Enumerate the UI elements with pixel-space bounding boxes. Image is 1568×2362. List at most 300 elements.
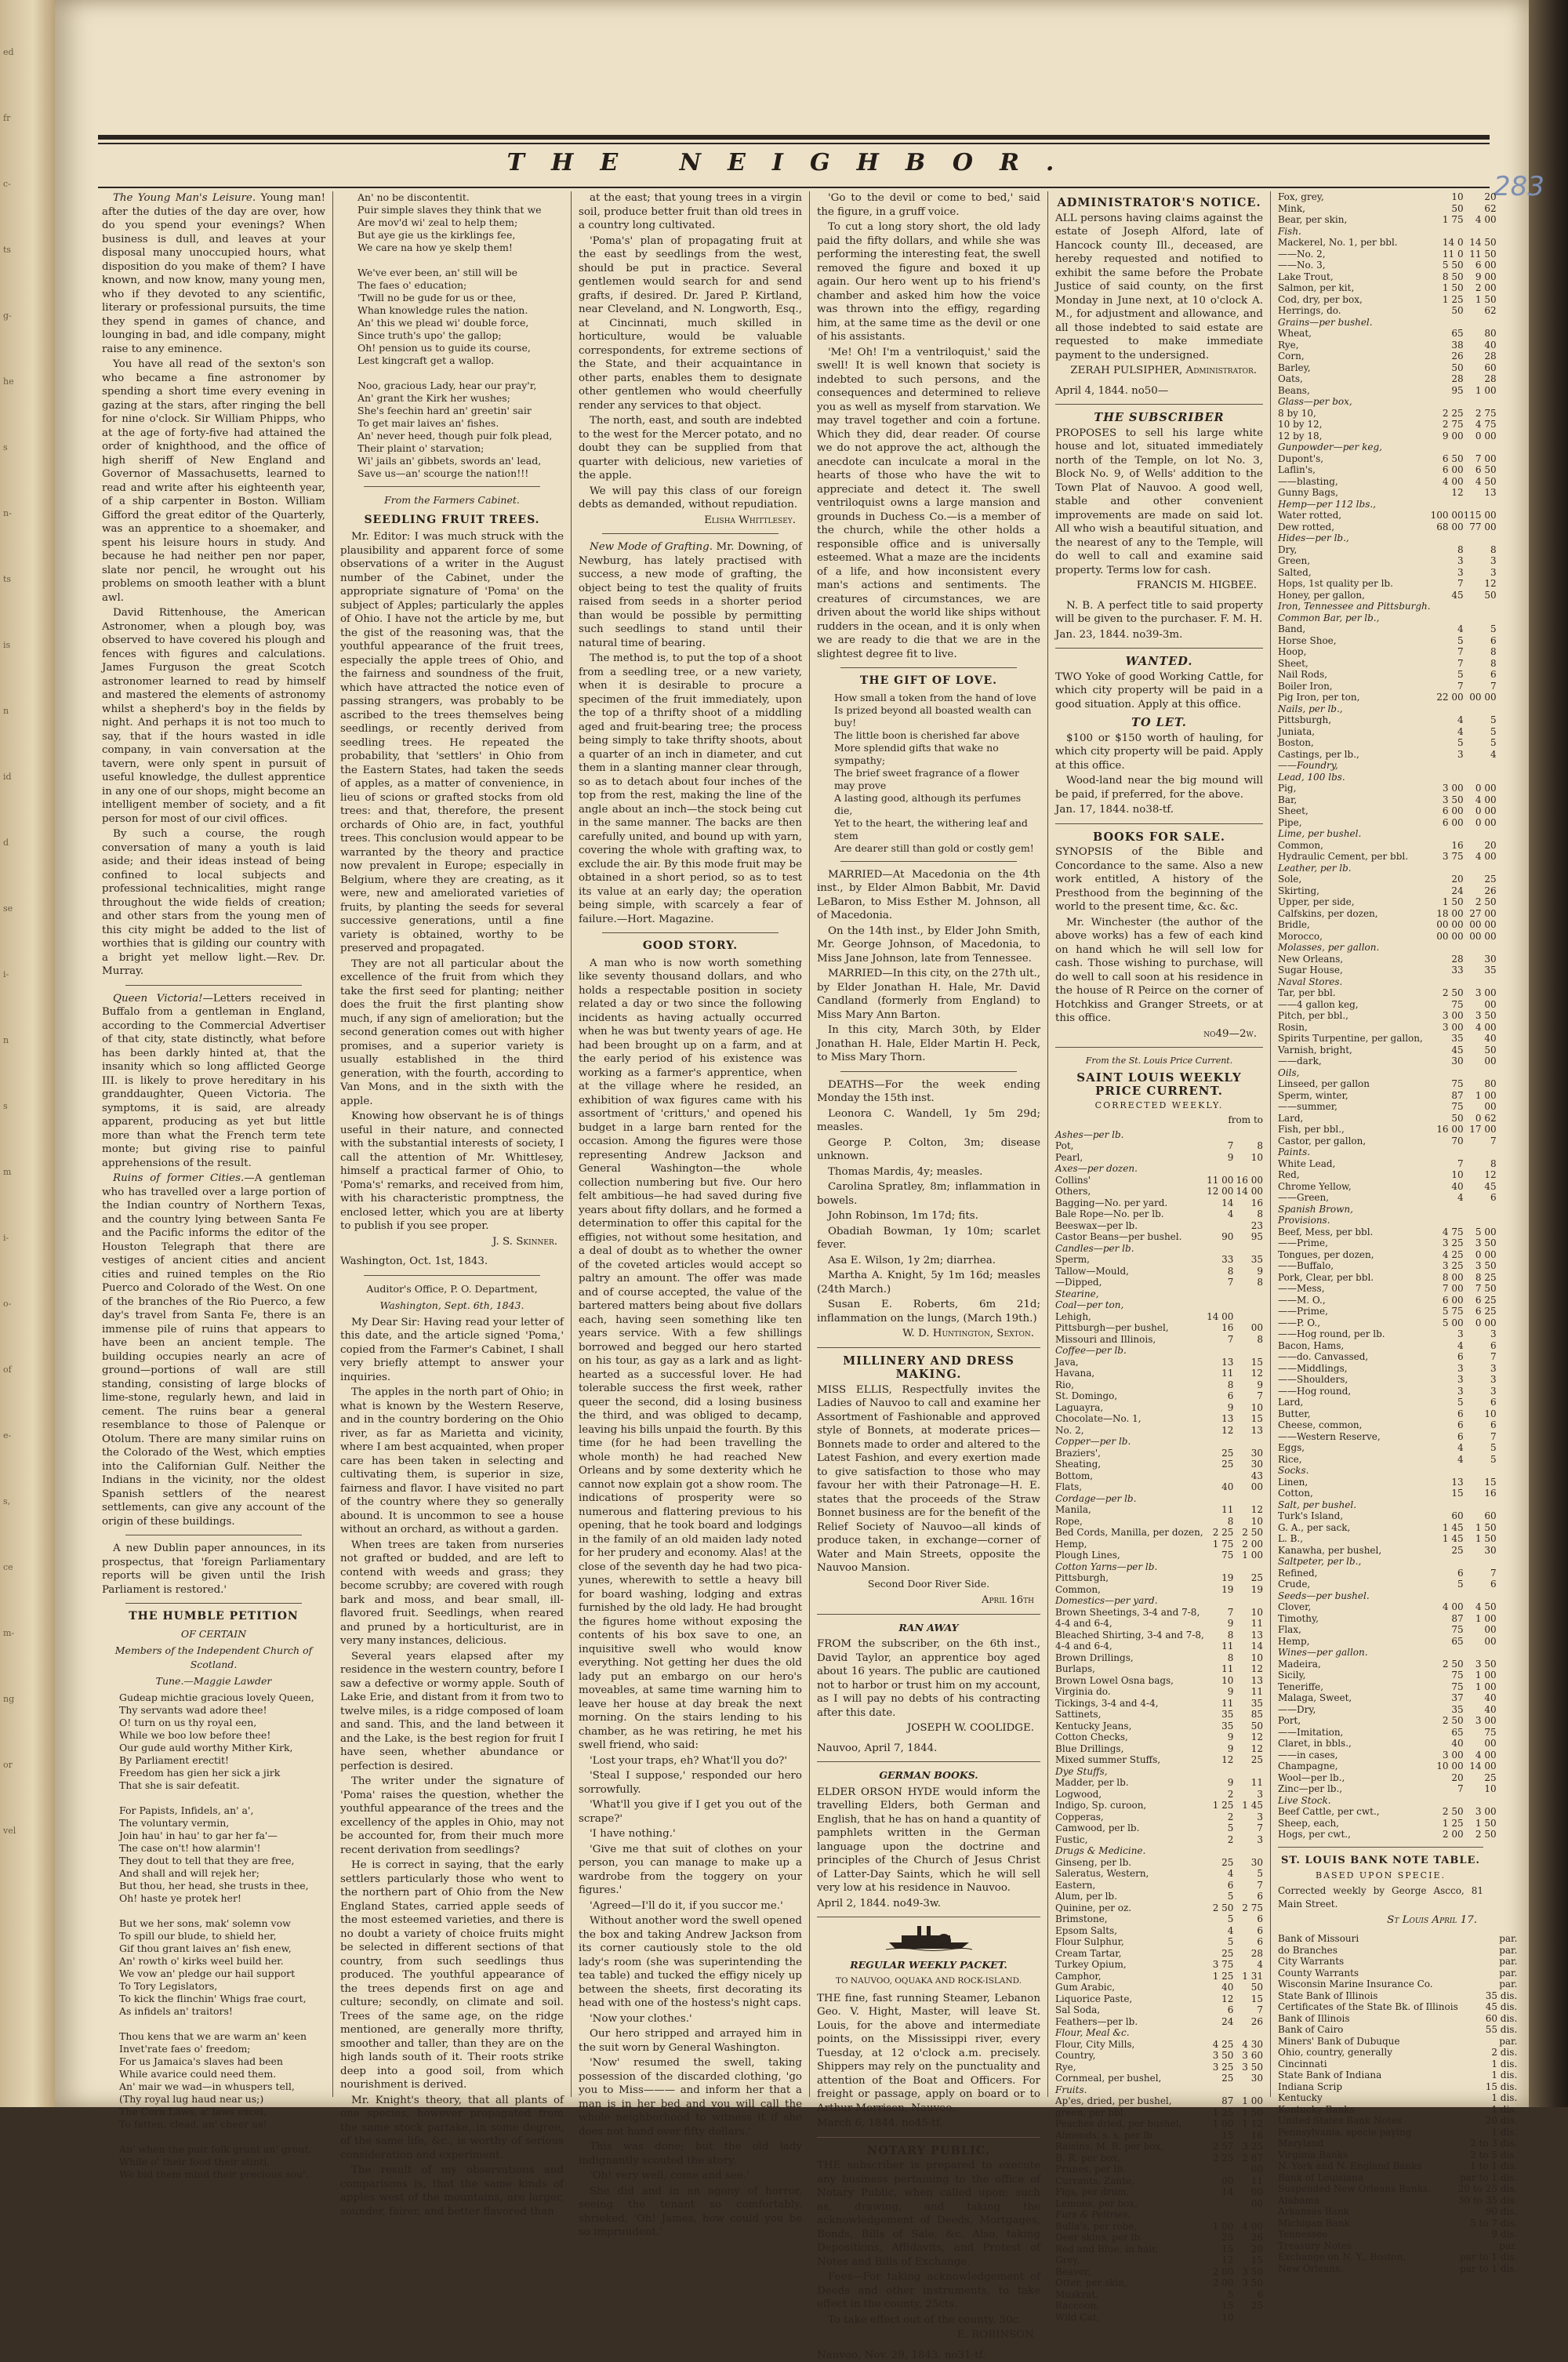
auditor-letter-para: The apples in the north part of Ohio; in what is known by the Western Reserve, and in the country bordering on the Ohio river, as far as Marietta and vicinity, where I am best acquainted, when proper care has been taken in selecting and cultivating them, is superior in size, fairness and flavor. I have visited no part of the country where they so generally abound. It is uncommon to see a house without an orchard, as without a garden. — [340, 1386, 564, 1537]
column-5 — [1055, 191, 1263, 2097]
bank-rate: 45 dis. — [1458, 2001, 1518, 2013]
dublin-paragraph: A new Dublin paper announces, in its prospectus, that 'foreign Parliamentary reports will be given until the Irish Parliament is restored.' — [102, 1542, 325, 1597]
price-from: 65 — [1431, 1636, 1464, 1648]
price-from: 11 — [1204, 1641, 1234, 1652]
price-to — [1464, 1556, 1497, 1568]
price-to: 40 — [1464, 1704, 1497, 1716]
price-to — [1464, 442, 1497, 453]
price-table — [1055, 1129, 1263, 2324]
edge-fragment: n — [3, 706, 9, 717]
price-from: 8 00 — [1431, 1272, 1464, 1284]
price-to: 2 75 — [1464, 408, 1497, 420]
price-to — [1233, 1345, 1263, 1357]
price-to: 25 — [1464, 1772, 1497, 1784]
price-item: Cotton Checks, — [1055, 1732, 1204, 1743]
price-item: Wheat, — [1278, 328, 1431, 340]
price-to — [1233, 1288, 1263, 1300]
price-row — [1278, 510, 1497, 521]
price-row — [1278, 203, 1497, 215]
price-item: Naval Stores. — [1278, 976, 1431, 988]
poem-line: We care na how ye skelp them! — [358, 242, 564, 254]
bank-row — [1278, 2206, 1517, 2218]
price-row — [1278, 1590, 1497, 1602]
price-to: 3 — [1464, 1363, 1497, 1375]
ranaway-text: FROM the subscriber, on the 6th inst., David Taylor, an apprentice boy aged about 16 years. The public are cautioned not to harbor or trust him on my account, as I will pay no debts of his contracting after this date. — [817, 1637, 1040, 1720]
price-row — [1278, 1681, 1497, 1693]
marriage-notice: On the 14th inst., by Elder John Smith, Mr. George Johnson, of Macedonia, to Miss Jane Johnson, late from Tennessee. — [817, 925, 1040, 966]
price-item: ——Prime, — [1278, 1306, 1431, 1317]
poem-line: Since truth's upo' the gallop; — [358, 329, 564, 342]
price-row — [1278, 373, 1497, 385]
price-from: 11 0 — [1431, 249, 1464, 260]
price-item: Candles—per lb. — [1055, 1243, 1204, 1255]
price-from — [1431, 976, 1464, 988]
price-row — [1278, 1659, 1497, 1670]
price-from — [1431, 863, 1464, 874]
price-row — [1278, 1522, 1497, 1534]
price-to — [1464, 1647, 1497, 1659]
price-item: Furs & Peltries. — [1055, 2209, 1204, 2221]
price-row — [1278, 532, 1497, 544]
price-item: Rio, — [1055, 1379, 1204, 1391]
price-row — [1055, 1379, 1263, 1391]
poem-line: Yet to the heart, the withering leaf and stem — [834, 817, 1040, 842]
price-item: Salmon, per kit, — [1278, 282, 1431, 294]
edge-fragment: e- — [3, 1430, 11, 1441]
wanted-title: WANTED. — [1055, 655, 1263, 669]
price-from: 1 50 — [1431, 896, 1464, 908]
price-to: 30 — [1464, 1545, 1497, 1557]
edge-fragment: s — [3, 442, 8, 453]
price-row — [1055, 2266, 1263, 2278]
price-from: 20 — [1431, 874, 1464, 885]
price-item: L. B., — [1278, 1533, 1431, 1545]
notary-fees: Fees—For taking acknowledgement of Deeds and other instruments, to take effect in the county, 25cts. — [817, 2270, 1040, 2312]
price-from: 18 00 — [1431, 908, 1464, 920]
bank-name: Tennessee — [1278, 2229, 1458, 2240]
price-row — [1055, 1868, 1263, 1880]
price-row — [1055, 2095, 1263, 2107]
price-from: 25 — [1204, 1459, 1234, 1470]
price-row — [1278, 1295, 1497, 1306]
price-to: 5 — [1464, 623, 1497, 635]
column-divider — [571, 191, 572, 2097]
price-from: 95 — [1431, 385, 1464, 397]
price-from: 65 — [1431, 1727, 1464, 1739]
price-row — [1278, 1374, 1497, 1386]
price-row — [1278, 1431, 1497, 1443]
edge-fragment: ts — [3, 245, 11, 256]
price-to: 6 — [1233, 2289, 1263, 2301]
price-item: Bulla's, per robe, — [1055, 2221, 1204, 2233]
price-to — [1464, 499, 1497, 511]
bank-note-subtitle: BASED UPON SPECIE. — [1278, 1869, 1483, 1883]
price-from: 14 — [1204, 2186, 1234, 2198]
bank-name: County Warrants — [1278, 1968, 1458, 1979]
price-to: 14 00 — [1464, 1761, 1497, 1772]
price-from: 3 50 — [1204, 2050, 1234, 2062]
price-to: 3 60 — [1233, 2050, 1263, 2062]
price-current-subtitle: CORRECTED WEEKLY. — [1055, 1099, 1263, 1113]
seedling-para: Knowing how observant he is of things useful in their nature, and connected with the substantial interests of society, I call the attention of Mr. Whittlesey, himself a practical farmer of Ohio, to 'Poma's' remarks, and received from him, with his characteristic promptness, the enclosed letter, which you are at liberty to publish if you see proper. — [340, 1110, 564, 1234]
price-row — [1278, 1090, 1497, 1102]
price-row — [1055, 1243, 1263, 1255]
price-to: 6 — [1233, 1913, 1263, 1925]
price-from: 7 — [1431, 658, 1464, 670]
petition-title: THE HUMBLE PETITION — [102, 1610, 325, 1624]
price-to: 7 — [1233, 2004, 1263, 2016]
poem-line: The Corn Laws, a' laws excel, — [119, 2106, 325, 2118]
price-row — [1278, 1727, 1497, 1739]
price-to: 25 — [1233, 1754, 1263, 1766]
price-item: Cotton Yarns—per lb. — [1055, 1561, 1204, 1573]
bank-name: New Orleans, — [1278, 2263, 1458, 2275]
price-row — [1278, 294, 1497, 306]
price-from — [1431, 499, 1464, 511]
bank-rate: 2 to 3 dis. — [1458, 2138, 1518, 2149]
price-from: 3 — [1431, 1386, 1464, 1397]
price-to: 1 00 — [1464, 1670, 1497, 1681]
price-row — [1055, 1459, 1263, 1470]
price-item: Grey, — [1055, 2255, 1204, 2266]
price-from: 3 — [1431, 1328, 1464, 1340]
price-item: Currants, Zante, — [1055, 2175, 1204, 2187]
price-to: 16 — [1464, 1488, 1497, 1499]
price-item: Pork, Clear, per bbl. — [1278, 1272, 1431, 1284]
price-from: 6 — [1204, 1880, 1234, 1891]
price-item: Indigo, Sp. curoon, — [1055, 1800, 1204, 1811]
price-row — [1278, 1579, 1497, 1590]
price-to: 15 — [1233, 1993, 1263, 2005]
price-to — [1464, 863, 1497, 874]
price-row — [1278, 1386, 1497, 1397]
price-row — [1278, 1124, 1497, 1136]
price-item: Blue Drillings, — [1055, 1743, 1204, 1755]
price-to: 30 — [1233, 1448, 1263, 1459]
price-from — [1431, 1556, 1464, 1568]
edge-fragment: ce — [3, 1562, 13, 1573]
price-row — [1278, 1113, 1497, 1125]
price-to: 3 — [1233, 1834, 1263, 1846]
price-row — [1055, 1880, 1263, 1891]
poem-line: Lest kingcraft get a wallop. — [358, 354, 564, 367]
price-row — [1278, 874, 1497, 885]
price-row — [1278, 863, 1497, 874]
price-to: 00 — [1233, 1481, 1263, 1493]
price-row — [1278, 1215, 1497, 1226]
poem-line: Our gude auld worthy Mither Kirk, — [119, 1742, 325, 1754]
price-from: 3 25 — [1431, 1237, 1464, 1249]
price-item: Fruits. — [1055, 2084, 1204, 2096]
bank-name: Cincinnati — [1278, 2059, 1458, 2070]
edge-fragment: n- — [3, 508, 12, 519]
price-to: 0 62 — [1464, 1113, 1497, 1125]
price-row — [1278, 1136, 1497, 1147]
price-item: Molasses, per gallon. — [1278, 942, 1431, 954]
price-from: 1 45 — [1431, 1533, 1464, 1545]
poem-line: An' no be discontentit. — [358, 191, 564, 204]
price-row — [1055, 1630, 1263, 1641]
price-row — [1055, 2277, 1263, 2289]
price-item: Tickings, 3-4 and 4-4, — [1055, 1698, 1204, 1710]
price-to: 16 — [1233, 2130, 1263, 2142]
price-item: Flour, Meal &c. — [1055, 2027, 1204, 2039]
young-man-para: David Rittenhouse, the American Astronomer, when a plough boy, was observed to have covered his plough and fences with figures and calculations. James Furguson the great Scotch astronomer learned to read by himself and mastered the elements of astronomy whilst a shepherd's boy in the fields by night. And perhaps it is not too much to say, that if the hours wasted in idle company, in vain conversation at the tavern, were only spent in pursuit of useful knowledge, the dullest apprentice in any one of our shops, might become an intelligent member of society, and a fit person for most of our civil offices. — [102, 606, 325, 826]
price-to — [1233, 1129, 1263, 1141]
price-item: ——Dry, — [1278, 1704, 1431, 1716]
price-to — [1464, 396, 1497, 408]
price-row — [1278, 954, 1497, 965]
price-from: 65 — [1431, 328, 1464, 340]
poem-line: To get mair laives an' fishes. — [358, 417, 564, 430]
price-to: 5 — [1233, 1868, 1263, 1880]
poem-line: While we boo low before thee! — [119, 1729, 325, 1742]
edge-fragment: s, — [3, 1496, 10, 1507]
masthead-title: THE NEIGHBOR. — [98, 149, 1490, 185]
price-to: 14 00 — [1233, 1186, 1263, 1197]
millinery-address: Second Door River Side. — [817, 1577, 1040, 1591]
price-item: Linen, — [1278, 1477, 1431, 1488]
price-to: 40 — [1464, 1692, 1497, 1704]
price-item: Corn, — [1278, 351, 1431, 362]
price-item: ——Imitation, — [1278, 1727, 1431, 1739]
poem-line: Gif thou grant laives an' fish enew, — [119, 1942, 325, 1955]
price-to: 4 — [1233, 1959, 1263, 1971]
price-from — [1204, 1470, 1234, 1482]
price-from: 35 — [1431, 1704, 1464, 1716]
price-from: 100 00 — [1431, 510, 1464, 521]
bank-row — [1278, 2001, 1517, 2013]
poem-line: They dout to tell that they are free, — [119, 1855, 325, 1867]
price-to: 4 00 — [1233, 2221, 1263, 2233]
notary-text: THE subscriber is prepared to execute any business pertaining to the office of Notary Public, when called upon; such as, drawing, and taking the acknowledgement of Deeds, Mortgages, Bonds, Bills of Sale, &c. Also, taking Depositions, Affidavits, and Protest of Notes and Bills of Exchange. — [817, 2159, 1040, 2269]
price-row — [1055, 1140, 1263, 1152]
bank-row — [1278, 2195, 1517, 2207]
price-to: 0 00 — [1464, 1317, 1497, 1329]
poem-line: That she is sair defeatit. — [119, 1779, 325, 1792]
price-from — [1431, 601, 1464, 612]
price-from: 20 — [1431, 1772, 1464, 1784]
price-to: 00 00 — [1464, 692, 1497, 703]
price-item: Pig Iron, per ton, — [1278, 692, 1431, 703]
price-to: 0 00 — [1464, 431, 1497, 442]
price-row — [1278, 567, 1497, 579]
price-to: 30 — [1464, 954, 1497, 965]
price-row — [1278, 1510, 1497, 1522]
price-from: 8 — [1431, 544, 1464, 556]
price-row — [1278, 1761, 1497, 1772]
bank-row — [1278, 1990, 1517, 2002]
good-story-para: A man who is now worth something like seventy thousand dollars, and who holds a respectable position in society related a day or two since the following incidents as having actually occurred when he was but twenty years of age. He had been brought up on a farm, and at the early period of his existence was working as a farmer's apprentice, when at the village where he resided, an exhibition of wax figures came with his assortment of 'critturs,' and opened his budget in a large barn rented for the occasion. Among the figures were those representing Andrew Jackson and General Washington—the whole collection numbering but five. Our hero felt ambitious—he had saved during five years about fifty dollars, and he formed a determination to offer this capital for the effigies, not without some hesitation, and a deal of doubt as to whether the owner of the coveted articles would accept so paltry an amount. The offer was made and of course accepted, the value of the bartered matters being about five dollars each, having seen something like ten years service. With a few shillings borrowed and begged our hero started on his tour, as gay as a lark and as light-hearted as a successful lover. He had tolerable success the first week, rather queer the second, did a losing business the third, and was obliged to decamp, leaving his bills unpaid the fourth. By this time (for he had been travelling the whole month) he had reached New Orleans and by some dexterity which he cannot now explain got a show room. The indications of prosperity were so numerous and flattering previous to his opening, that he took board and lodgings in the family of an old maiden lady noted for her prudery and economy. Alas! at the close of the seventh day he had two pica-yunes, wherewith to settle a heavy bill for board washing, lodging and extras furnished by the old lady. He had brought the figures home without exposing the contents of his box save to one, an inquisitive swell who would know everything. Not getting her dues the old lady put an embargo on our hero's moveables, at same time warning him to leave her house at day break the next morning. On the stairs lending to his chamber, as he was retiring, he met his swell friend, who said: — [579, 957, 802, 1753]
price-row — [1055, 1698, 1263, 1710]
bank-rate: 1 to 1 dis. — [1458, 2160, 1518, 2172]
price-item: Lime, per bushel. — [1278, 828, 1431, 840]
ranaway-date: Nauvoo, April 7, 1844. — [817, 1742, 1040, 1756]
price-item: Sicily, — [1278, 1670, 1431, 1681]
price-to: 12 — [1233, 1504, 1263, 1516]
price-item: Clover, — [1278, 1601, 1431, 1613]
price-item: Dupont's, — [1278, 453, 1431, 465]
good-story-para: To cut a long story short, the old lady paid the fifty dollars, and while she was performing the interesting feat, the swell removed the figure and boxed it up again. Our hero went up to his friend's chamber and asked him how the voice was thrown into the effigy, regarding him, at the same time as the devil or one of his assistants. — [817, 220, 1040, 344]
price-from: 2 00 — [1204, 2266, 1234, 2278]
price-row — [1278, 987, 1497, 999]
price-item: Chocolate—No. 1, — [1055, 1413, 1204, 1425]
price-from: 6 00 — [1431, 1295, 1464, 1306]
price-row — [1055, 1732, 1263, 1743]
price-to: 8 — [1464, 1158, 1497, 1170]
price-item: Gunpowder—per keg, — [1278, 442, 1431, 453]
price-to: 12 — [1233, 1732, 1263, 1743]
price-from: 2 50 — [1431, 987, 1464, 999]
poem-line: Puir simple slaves they think that we — [358, 204, 564, 216]
price-from: 2 — [1204, 1834, 1234, 1846]
price-from: 11 — [1204, 1698, 1234, 1710]
price-item: Peaches dried, per bushel, — [1055, 2118, 1204, 2130]
good-story-para: 'What'll you give if I get you out of the scrape?' — [579, 1798, 802, 1826]
bank-rate: par. — [1458, 1933, 1518, 1945]
price-to: 0 00 — [1464, 805, 1497, 817]
price-row — [1055, 1891, 1263, 1902]
petition-of: OF CERTAIN — [102, 1627, 325, 1641]
price-row — [1278, 1613, 1497, 1625]
price-row — [1055, 2164, 1263, 2175]
price-from: 2 25 — [1204, 1527, 1234, 1539]
price-to — [1464, 760, 1497, 772]
price-row — [1278, 783, 1497, 794]
price-to: 14 50 — [1464, 237, 1497, 249]
good-story-para: 'Go to the devil or come to bed,' said the figure, in a gruff voice. — [817, 191, 1040, 219]
price-from — [1431, 1465, 1464, 1477]
price-item: Wild Cat, — [1055, 2312, 1204, 2324]
price-from: 12 — [1431, 487, 1464, 499]
price-to — [1464, 1499, 1497, 1511]
price-item: Lard, — [1278, 1397, 1431, 1408]
price-from — [1431, 442, 1464, 453]
price-row — [1278, 1488, 1497, 1499]
price-row — [1055, 2300, 1263, 2312]
price-item: Cod, dry, per box, — [1278, 294, 1431, 306]
price-row — [1055, 1311, 1263, 1323]
price-row — [1278, 1363, 1497, 1375]
price-from: 6 00 — [1431, 464, 1464, 476]
price-from — [1204, 2209, 1234, 2221]
price-item: Hemp—per 112 lbs., — [1278, 499, 1431, 511]
auditor-letter-para: My Dear Sir: Having read your letter of this date, and the article signed 'Poma,' copied from the Farmer's Cabinet, I shall very briefly attempt to answer your inquiries. — [340, 1316, 564, 1385]
bank-row — [1278, 2069, 1517, 2081]
price-row — [1278, 896, 1497, 908]
admin-notice-title: ADMINISTRATOR'S NOTICE. — [1055, 196, 1263, 210]
price-item: Beaver, — [1055, 2266, 1204, 2278]
bank-row — [1278, 2183, 1517, 2195]
price-row — [1055, 1959, 1263, 1971]
price-from — [1204, 1436, 1234, 1448]
price-to — [1233, 1299, 1263, 1311]
price-to: 11 — [1233, 1686, 1263, 1698]
price-to: 4 00 — [1464, 794, 1497, 806]
price-to: 4 — [1464, 749, 1497, 761]
gift-of-love-poem — [817, 692, 1040, 855]
price-item: Chrome Yellow, — [1278, 1181, 1431, 1193]
price-from: 4 — [1204, 1868, 1234, 1880]
price-row — [1055, 1652, 1263, 1664]
sexton-signature: W. D. Huntington, Sexton. — [817, 1327, 1034, 1341]
price-item: Nails, per lb., — [1278, 703, 1431, 715]
price-row — [1055, 1322, 1263, 1334]
price-from — [1431, 612, 1464, 624]
price-item: Wool—per lb., — [1278, 1772, 1431, 1784]
price-item: Gum Arabic, — [1055, 1982, 1204, 1993]
subscriber-signature: FRANCIS M. HIGBEE. — [1055, 579, 1257, 593]
price-item: Country, — [1055, 2050, 1204, 2062]
price-from: 3 — [1431, 1363, 1464, 1375]
seedling-para: They are not all particular about the excellence of the fruit from which they take the first seed for planting; neither does the fruit the first planting show much, if any sign of amelioration; but the second generation comes out with higher promises, and a superior variety is usually established in the third generation, with the fourth, according to Van Mons, and in the sixth with the apple. — [340, 958, 564, 1109]
bank-row — [1278, 2251, 1517, 2263]
price-item: Sheet, — [1278, 658, 1431, 670]
price-item: Burlaps, — [1055, 1663, 1204, 1675]
price-from: 14 — [1204, 1197, 1234, 1209]
price-from: 2 — [1204, 1789, 1234, 1801]
price-to: 11 50 — [1464, 249, 1497, 260]
price-row — [1278, 1670, 1497, 1681]
bank-name: Wisconsin Marine Insurance Co. — [1278, 1979, 1458, 1990]
death-notice: Martha A. Knight, 5y 1m 16d; measles (24th March.) — [817, 1269, 1040, 1296]
price-from: 2 — [1204, 1811, 1234, 1823]
price-from: 19 — [1204, 1584, 1234, 1596]
price-item: Saltpeter, per lb., — [1278, 1556, 1431, 1568]
petition-poem-continued — [340, 191, 564, 480]
price-item: Bar, — [1278, 794, 1431, 806]
price-row — [1055, 1993, 1263, 2005]
price-item: Linseed, per gallon — [1278, 1078, 1431, 1090]
poem-line: An' never heed, though puir folk plead, — [358, 430, 564, 442]
good-story-title: GOOD STORY. — [579, 939, 802, 954]
price-from — [1204, 1299, 1234, 1311]
price-to — [1464, 828, 1497, 840]
price-from: 13 — [1204, 1357, 1234, 1368]
price-from: 4 00 — [1431, 1601, 1464, 1613]
bank-note-table — [1278, 1933, 1517, 2274]
price-from: 15 — [1204, 2244, 1234, 2255]
price-from: 25 — [1204, 1448, 1234, 1459]
price-row — [1278, 1465, 1497, 1477]
price-row — [1055, 1913, 1263, 1925]
price-item: Pipe, — [1278, 817, 1431, 829]
price-item: Beef Cattle, per cwt., — [1278, 1806, 1431, 1818]
column-divider — [809, 191, 810, 2097]
price-to — [1233, 1243, 1263, 1255]
price-row — [1278, 1158, 1497, 1170]
price-item: ——blasting, — [1278, 476, 1431, 488]
price-item: Collins' — [1055, 1175, 1204, 1186]
price-row — [1055, 1766, 1263, 1778]
price-to — [1464, 612, 1497, 624]
price-to: 3 — [1464, 555, 1497, 567]
price-row — [1278, 1477, 1497, 1488]
price-to: 115 00 — [1464, 510, 1497, 521]
edge-fragment: n — [3, 1035, 9, 1046]
price-from: 7 — [1431, 1783, 1464, 1795]
price-item: —Dipped, — [1055, 1277, 1204, 1288]
price-row — [1278, 419, 1497, 431]
price-to: 3 — [1464, 1374, 1497, 1386]
price-to: 10 — [1233, 1652, 1263, 1664]
price-item: Water rotted, — [1278, 510, 1431, 521]
bank-rate: 2 dis. — [1458, 2047, 1518, 2059]
price-to: 4 00 — [1464, 1022, 1497, 1034]
bank-row — [1278, 2127, 1517, 2139]
price-item: Virginia do. — [1055, 1686, 1204, 1698]
price-item: Madeira, — [1278, 1659, 1431, 1670]
